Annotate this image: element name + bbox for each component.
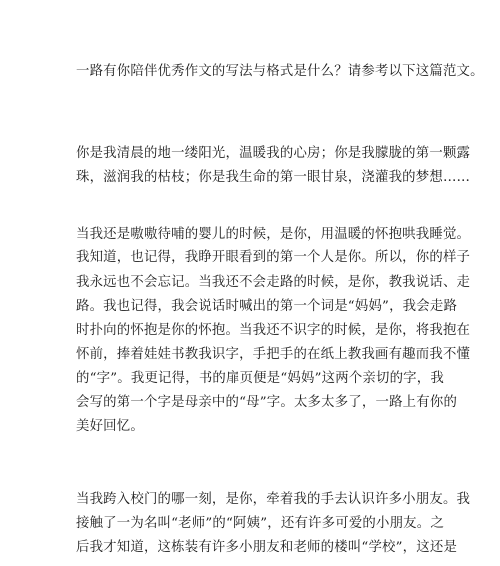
paragraph-line: 怀前，捧着娃娃书教我识字，手把手的在纸上教我画有趣而我不懂: [76, 347, 471, 362]
paragraph-line: 珠，滋润我的枯枝；你是我生命的第一眼甘泉，浇灌我的梦想……: [76, 170, 471, 185]
paragraph-line: 的“字”。我更记得，书的扉页便是“妈妈”这两个亲切的字，我: [76, 371, 444, 386]
paragraph-line: 你是我清晨的地一缕阳光，温暖我的心房；你是我朦胧的第一颗露: [76, 146, 471, 161]
paragraph-line: 路。我也记得，我会说话时喊出的第一个词是“妈妈”，我会走路: [76, 299, 458, 314]
paragraph-line: 时扑向的怀抱是你的怀抱。当我还不识字的时候，是你，将我抱在: [76, 323, 471, 338]
paragraph-line: 当我还是嗷嗷待哺的婴儿的时候，是你，用温暖的怀抱哄我睡觉。: [76, 227, 471, 242]
paragraph-line: 当我跨入校门的哪一刻，是你，牵着我的手去认识许多小朋友。我: [76, 492, 471, 507]
paragraph-line: 美好回忆。: [76, 419, 144, 434]
paragraph-line: 后我才知道，这栋装有许多小朋友和老师的楼叫“学校”，这还是: [76, 540, 458, 555]
intro-line: 一路有你陪伴优秀作文的写法与格式是什么？请参考以下这篇范文。: [76, 64, 484, 79]
paragraph-line: 我知道，也记得，我睁开眼看到的第一个人是你。所以，你的样子: [76, 250, 471, 265]
paragraph-line: 接触了一为名叫“老师”的“阿姨”，还有许多可爱的小朋友。之: [76, 516, 444, 531]
paragraph-line: 我永远也不会忘记。当我还不会走路的时候，是你，教我说话、走: [76, 275, 471, 290]
paragraph-line: 会写的第一个字是母亲中的“母”字。太多太多了，一路上有你的: [76, 395, 458, 410]
